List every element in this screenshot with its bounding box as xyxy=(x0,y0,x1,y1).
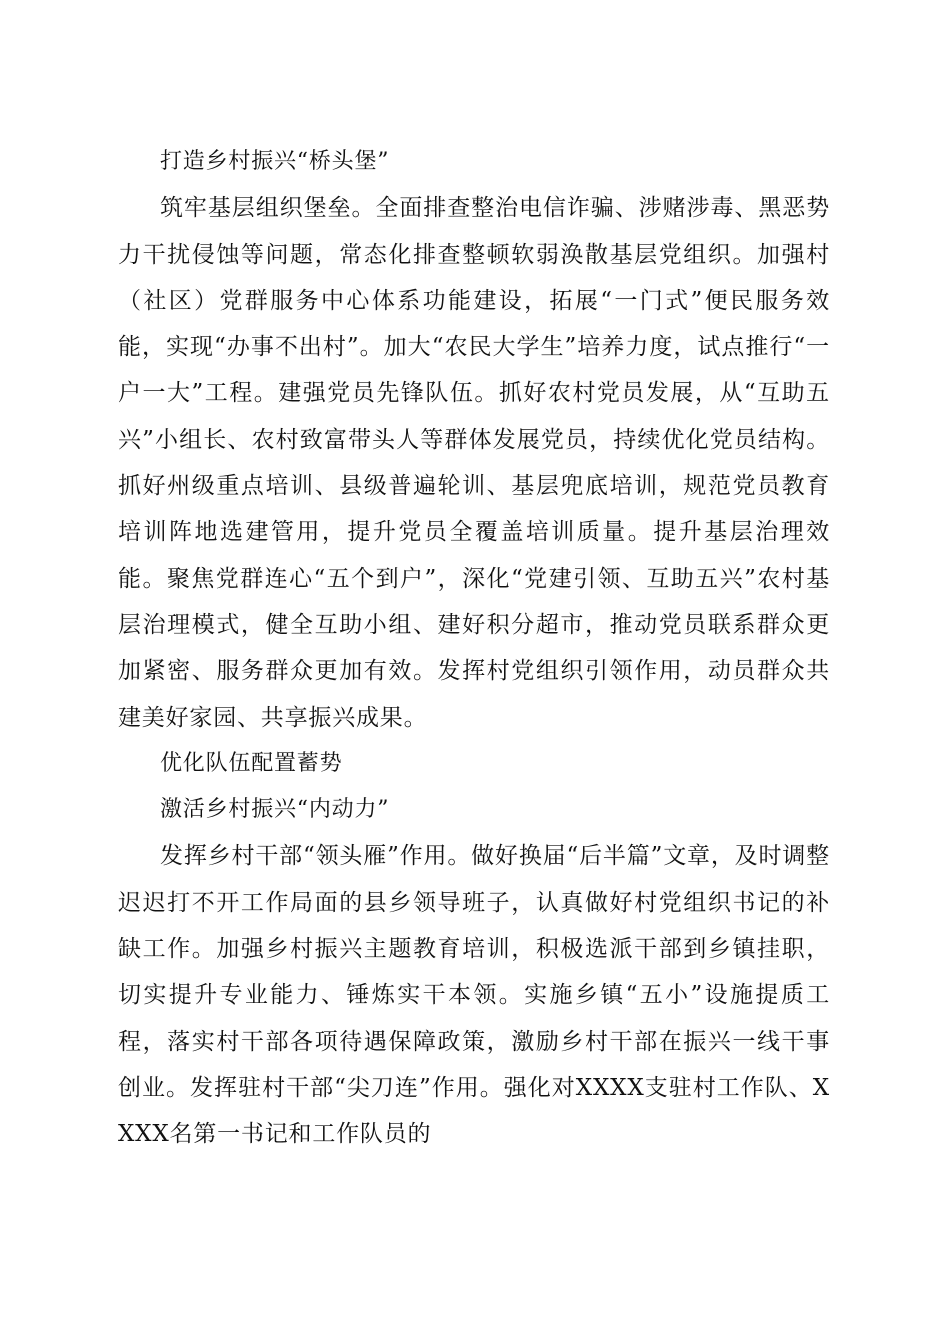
section-heading-internal-momentum: 激活乡村振兴“内动力” xyxy=(160,797,390,823)
paragraph-village-cadres: 发挥乡村干部“领头雁”作用。做好换届“后半篇”文章，及时调整迟迟打不开工作局面的县乡领导班子，认真做好村党组织书记的补缺工作。加强乡村振兴主题教育培训，积极选派干部到乡镇挂职，切实提升专业能力、锤炼实干本领。实施乡镇“五小”设施提质工程，落实村干部各项待遇保障政策，激励乡村干部在振兴一线干事创业。发挥驻村干部“尖刀连”作用。强化对XXXX支驻村工作队、XXXX名第一书记和工作队员的 xyxy=(118,843,830,1148)
paragraph-grassroots-organization: 筑牢基层组织堡垒。全面排查整治电信诈骗、涉赌涉毒、黑恶势力干扰侵蚀等问题，常态化排查整顿软弱涣散基层党组织。加强村（社区）党群服务中心体系功能建设，拓展“一门式”便民服务效能，实现“办事不出村”。加大“农民大学生”培养力度，试点推行“一户一大”工程。建强党员先锋队伍。抓好农村党员发展，从“互助五兴”小组长、农村致富带头人等群体发展党员，持续优化党员结构。抓好州级重点培训、县级普遍轮训、基层兜底培训，规范党员教育培训阵地选建管用，提升党员全覆盖培训质量。提升基层治理效能。聚焦党群连心“五个到户”，深化“党建引领、互助五兴”农村基层治理模式，健全互助小组、建好积分超市，推动党员联系群众更加紧密、服务群众更加有效。发挥村党组织引领作用，动员群众共建美好家园、共享振兴成果。 xyxy=(118,195,830,731)
section-heading-team-configuration: 优化队伍配置蓄势 xyxy=(160,750,343,776)
document-body xyxy=(118,139,830,1158)
section-heading-bridgehead: 打造乡村振兴“桥头堡” xyxy=(160,149,390,174)
